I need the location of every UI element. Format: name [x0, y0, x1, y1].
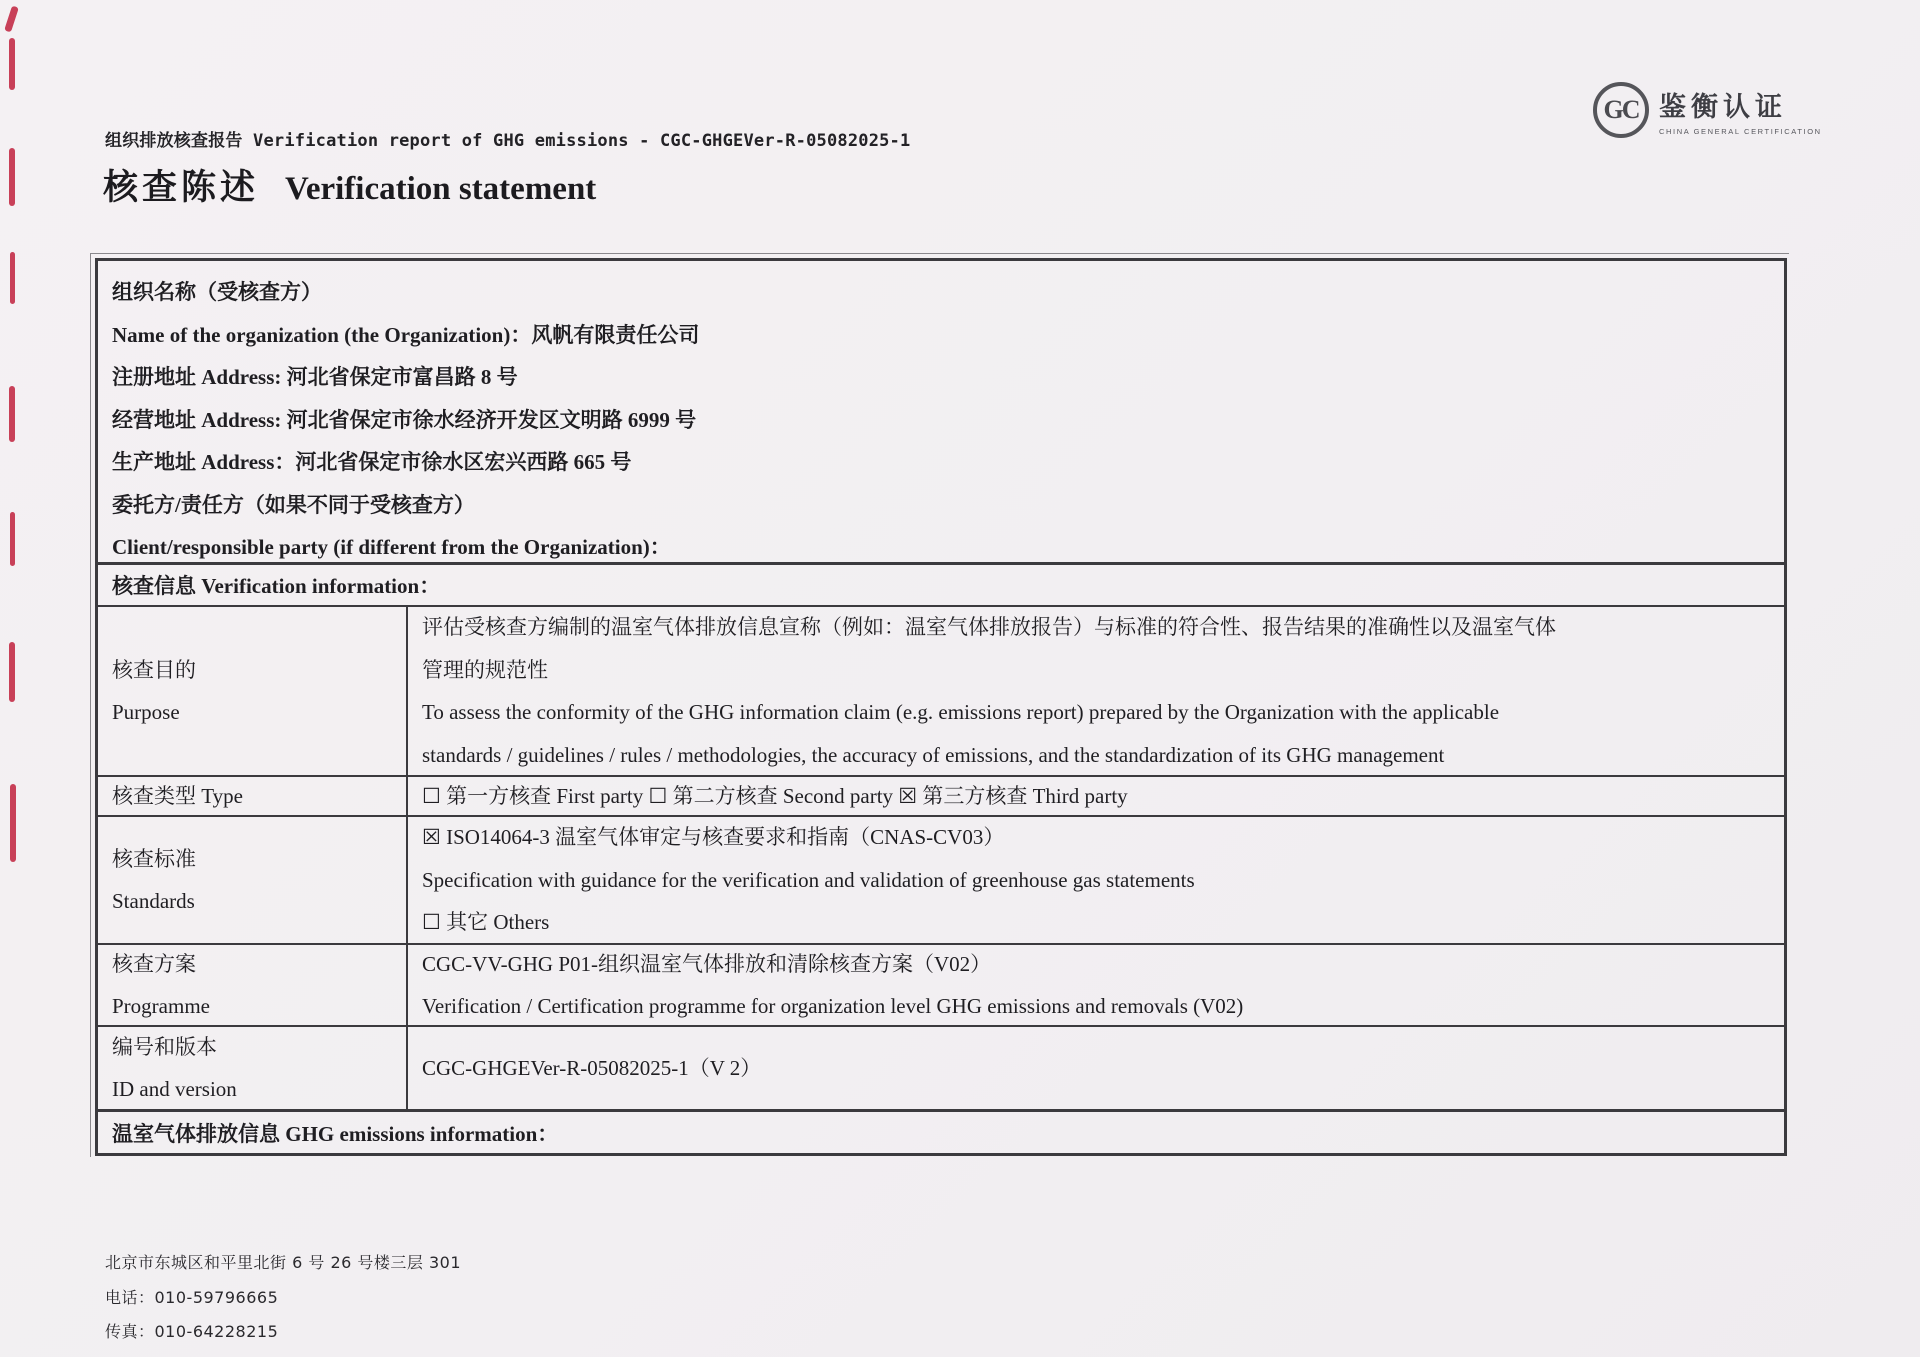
purpose-content-cell — [408, 607, 1784, 775]
standards-row — [98, 817, 1784, 945]
purpose-label-cn: 核查目的 — [112, 658, 196, 683]
page-title-cn: 核查陈述 — [103, 168, 260, 207]
type-row — [98, 777, 1784, 817]
verification-info-section-title: 核查信息 Verification information： — [98, 565, 1784, 607]
document-reference-line: 组织排放核查报告 Verification report of GHG emissions - CGC-GHGEVer-R-05082025-1 — [105, 131, 911, 151]
id-version-row — [98, 1027, 1784, 1112]
id-version-label-cn: 编号和版本 — [112, 1035, 217, 1060]
programme-content-cell — [408, 945, 1784, 1025]
id-version-label-cell — [98, 1027, 408, 1109]
id-version-label-en: ID and version — [112, 1077, 237, 1102]
id-version-value: CGC-GHGEVer-R-05082025-1（V 2） — [422, 1055, 762, 1080]
programme-label-cn: 核查方案 — [112, 952, 196, 977]
programme-text-cn: CGC-VV-GHG P01-组织温室气体排放和清除核查方案（V02） — [422, 951, 992, 976]
verification-statement-table — [95, 258, 1787, 1156]
logo-name-en: CHINA GENERAL CERTIFICATION — [1659, 126, 1822, 136]
programme-row — [98, 945, 1784, 1027]
client-party-label-en: Client/responsible party (if different from the Organization)： — [112, 535, 671, 559]
footer-phone: 电话：010-59796665 — [105, 1287, 279, 1307]
scan-artifact-mark — [9, 148, 15, 206]
purpose-text-cn-2: 管理的规范性 — [422, 657, 548, 682]
org-business-address: 经营地址 Address: 河北省保定市徐水经济开发区文明路 6999 号 — [112, 407, 697, 432]
organization-info-section — [98, 261, 1784, 565]
scan-artifact-mark — [10, 252, 15, 304]
purpose-row — [98, 607, 1784, 777]
scan-artifact-mark — [4, 6, 19, 33]
scan-artifact-mark — [10, 784, 16, 862]
purpose-text-en-2: standards / guidelines / rules / methodologies, the accuracy of emissions, and the standardization of its GHG management — [422, 742, 1445, 767]
standards-content-cell — [408, 817, 1784, 943]
footer-address: 北京市东城区和平里北街 6 号 26 号楼三层 301 — [105, 1253, 462, 1272]
purpose-label-en: Purpose — [112, 700, 180, 725]
cgc-monogram-icon: GC — [1593, 82, 1649, 138]
certification-logo — [1593, 82, 1822, 138]
id-version-content-cell — [408, 1027, 1784, 1109]
standards-label-cell — [98, 817, 408, 943]
scan-artifact-mark — [9, 642, 15, 702]
org-name-label: 组织名称（受核查方） — [112, 280, 322, 304]
programme-label-en: Programme — [112, 994, 210, 1019]
purpose-text-cn-1: 评估受核查方编制的温室气体排放信息宣称（例如：温室气体排放报告）与标准的符合性、报告结果的准确性以及温室气体 — [422, 615, 1556, 640]
scan-artifact-mark — [10, 512, 15, 566]
standards-label-cn: 核查标准 — [112, 847, 196, 872]
type-label: 核查类型 Type — [112, 784, 243, 809]
standards-others-option: ☐ 其它 Others — [422, 910, 550, 935]
org-registered-address: 注册地址 Address: 河北省保定市富昌路 8 号 — [112, 365, 518, 389]
standards-label-en: Standards — [112, 889, 195, 914]
scan-artifact-mark — [9, 38, 15, 90]
programme-label-cell — [98, 945, 408, 1025]
type-checkbox-options: ☐ 第一方核查 First party ☐ 第二方核查 Second party ☒ 第三方核查 Third party — [422, 783, 1128, 808]
type-content-cell — [408, 777, 1784, 815]
standards-iso-option: ☒ ISO14064-3 温室气体审定与核查要求和指南（CNAS-CV03） — [422, 825, 1005, 850]
org-name-value: Name of the organization (the Organization)：风帆有限责任公司 — [112, 322, 700, 347]
ghg-emissions-section-title: 温室气体排放信息 GHG emissions information： — [112, 1121, 559, 1146]
page-title-en: Verification statement — [285, 171, 597, 207]
purpose-text-en-1: To assess the conformity of the GHG information claim (e.g. emissions report) prepared by the Organization with the applicable — [422, 700, 1500, 725]
org-production-address: 生产地址 Address：河北省保定市徐水区宏兴西路 665 号 — [112, 450, 632, 474]
footer-contact-block — [105, 1246, 461, 1350]
scan-artifact-mark — [9, 386, 15, 442]
purpose-label-cell — [98, 607, 408, 775]
client-party-label-cn: 委托方/责任方（如果不同于受核查方） — [112, 492, 475, 517]
footer-fax: 传真：010-64228215 — [105, 1322, 279, 1341]
programme-text-en: Verification / Certification programme for organization level GHG emissions and removals (V02) — [422, 994, 1244, 1019]
page-title — [103, 160, 596, 210]
logo-name-cn: 鉴衡认证 — [1659, 91, 1787, 122]
standards-iso-description: Specification with guidance for the verification and validation of greenhouse gas statements — [422, 867, 1195, 892]
type-label-cell — [98, 777, 408, 815]
